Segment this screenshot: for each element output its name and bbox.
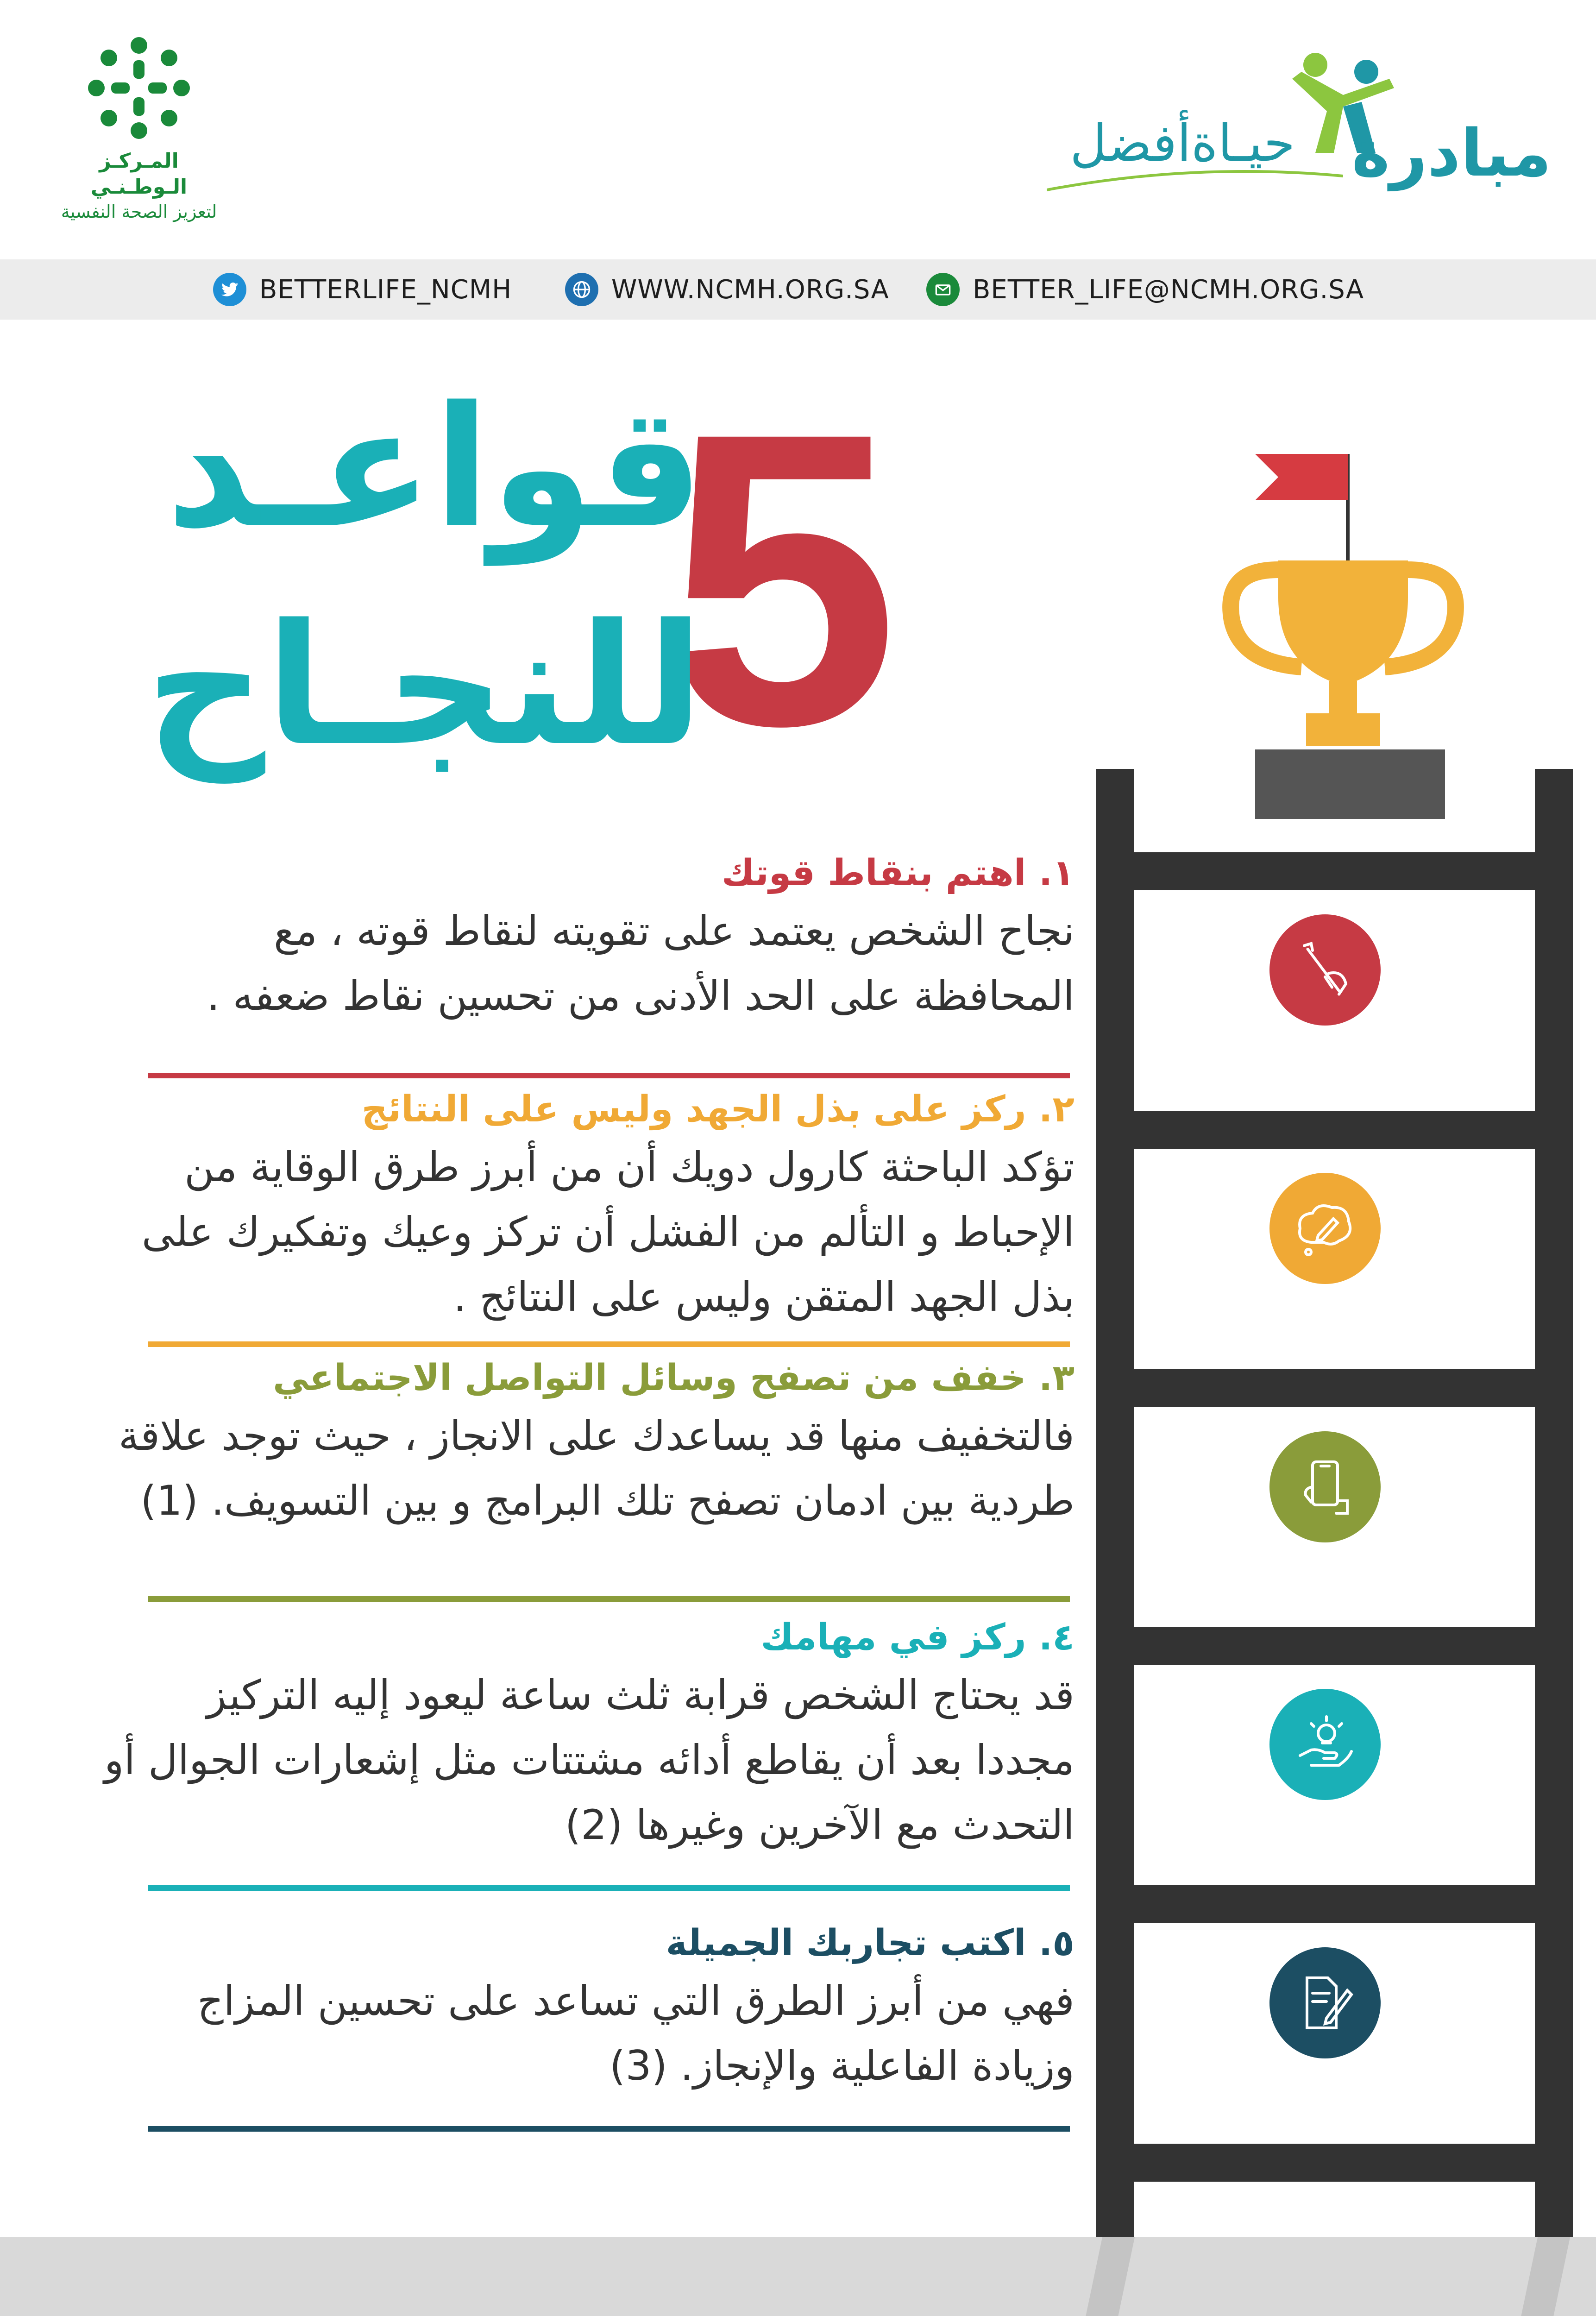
rule-5-divider [148, 2126, 1070, 2132]
initiative-life: حيـاةأفضل [1070, 113, 1295, 173]
ladder-rail-left [1096, 769, 1134, 2316]
ncmh-subtitle: لتعزيز الصحة النفسية [61, 201, 217, 222]
ncmh-emblem-icon [83, 32, 195, 144]
ladder-shadow [1019, 2237, 1596, 2316]
rule-4-divider [148, 1885, 1070, 1891]
ladder-rail-right [1535, 769, 1573, 2316]
ncmh-logo [51, 32, 227, 222]
rule-5 [102, 1918, 1074, 2098]
rule-3-heading: ٣. خفف من تصفح وسائل التواصل الاجتماعي [273, 1357, 1074, 1399]
contact-bar [0, 259, 1596, 320]
rule-3-divider [148, 1596, 1070, 1602]
initiative-logo [1033, 28, 1552, 204]
email-address: BETTER_LIFE@NCMH.ORG.SA [973, 274, 1364, 305]
email-contact[interactable] [926, 259, 1364, 320]
rule-1-divider [148, 1073, 1070, 1078]
title-line-1: قواعـد [166, 371, 704, 565]
rule-1-body: نجاح الشخص يعتمد على تقويته لنقاط قوته ، مع المحافظة على الحد الأدنى من تحسين نقاط ضعفه . [207, 907, 1074, 1020]
rule-3 [102, 1353, 1074, 1533]
writing-hand-icon [1269, 914, 1381, 1026]
rule-2-divider [148, 1341, 1070, 1347]
initiative-word: مبادرة [1351, 116, 1552, 191]
website-url: WWW.NCMH.ORG.SA [611, 274, 889, 305]
rule-4-heading: ٤. ركز في مهامك [760, 1617, 1074, 1658]
rule-2 [102, 1084, 1074, 1329]
rule-1-heading: ١. اهتم بنقاط قوتك [722, 852, 1074, 894]
ladder-rung [1096, 1369, 1573, 1407]
rule-4 [102, 1612, 1074, 1857]
ladder-rung [1096, 1111, 1573, 1149]
rule-2-body: تؤكد الباحثة كارول دويك أن من أبرز طرق الوقاية من الإحباط و التألم من الفشل أن تركز وعيك وتفكيرك على بذل الجهد المتقن وليس على النتائج . [141, 1143, 1074, 1321]
trophy-icon [1213, 445, 1473, 760]
ladder-rung [1096, 1627, 1573, 1665]
swoosh-decoration [1047, 167, 1343, 195]
document-pen-icon [1269, 1947, 1381, 2058]
ladder-rung [1096, 1885, 1573, 1923]
ncmh-name: المـركـز الـوطـنـي [90, 149, 188, 199]
smartphone-hand-icon [1269, 1431, 1381, 1542]
trophy-pedestal [1255, 749, 1445, 819]
thought-pencil-icon [1269, 1173, 1381, 1284]
ladder-rung [1096, 2144, 1573, 2182]
rule-3-body: فالتخفيف منها قد يساعدك على الانجاز ، حيث توجد علاقة طردية بين ادمان تصفح تلك البرامج و بين التسويف. (1) [118, 1412, 1074, 1524]
email-icon [926, 273, 960, 306]
rule-5-heading: ٥. اكتب تجاربك الجميلة [666, 1922, 1074, 1964]
rule-5-body: فهي من أبرز الطرق التي تساعد على تحسين المزاج وزيادة الفاعلية والإنجاز. (3) [197, 1977, 1074, 2089]
rule-2-heading: ٢. ركز على بذل الجهد وليس على النتائج [361, 1089, 1074, 1130]
title-line-2: للنجـاح [145, 588, 704, 782]
idea-hand-icon [1269, 1689, 1381, 1800]
globe-icon [565, 273, 598, 306]
ladder-rung [1096, 852, 1573, 890]
title-number: 5 [667, 346, 899, 812]
twitter-icon [213, 273, 246, 306]
website-contact[interactable] [565, 259, 889, 320]
twitter-contact[interactable] [213, 259, 512, 320]
rule-1 [102, 848, 1074, 1028]
twitter-handle: BETTERLIFE_NCMH [259, 274, 512, 305]
rule-4-body: قد يحتاج الشخص قرابة ثلث ساعة ليعود إليه التركيز مجددا بعد أن يقاطع أدائه مشتتات مثل إشعارات الجوال أو التحدث مع الآخرين وغيرها (2) [104, 1671, 1074, 1849]
references-footer [0, 2237, 1596, 2316]
